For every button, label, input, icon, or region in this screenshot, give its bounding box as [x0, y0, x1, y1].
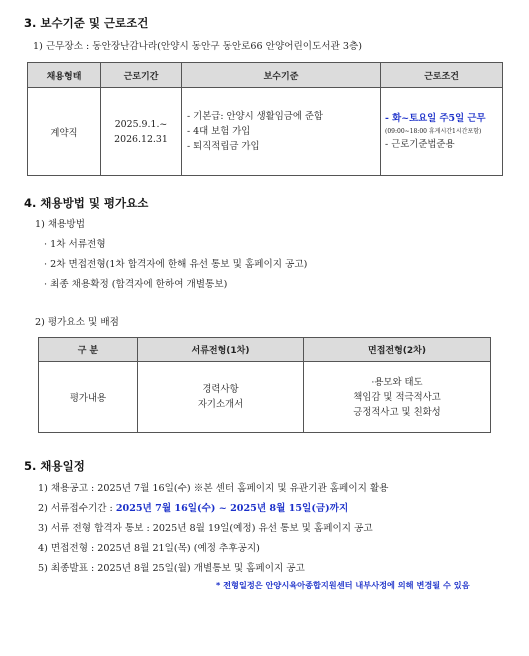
interview-item: 책임감 및 적극적사고: [353, 391, 441, 403]
work-days: - 화~토요일 주5일 근무: [385, 113, 486, 124]
period-start: 2025.9.1.~: [114, 118, 168, 130]
row-label: 평가내용: [69, 393, 107, 404]
section3-heading: 3. 보수기준 및 근로조건: [24, 16, 149, 30]
schedule-item: 3) 서류 전형 합격자 통보 : 2025년 8월 19일(예정) 유선 통보 및 홈페이지 공고: [38, 523, 373, 534]
schedule-footnote: * 전형일정은 안양시육아종합지원센터 내부사정에 의해 변경될 수 있음: [216, 580, 470, 590]
application-prefix: 2) 서류접수기간 :: [38, 503, 116, 514]
row-label-cell: [39, 362, 138, 433]
employment-type-cell: [28, 88, 101, 176]
schedule-item-application: [38, 500, 348, 514]
header-pay-standard: 보수기준: [182, 63, 381, 88]
section5-heading: 5. 채용일정: [24, 459, 85, 473]
header-work-conditions: 근로조건: [381, 63, 503, 88]
schedule-item: 5) 최종발표 : 2025년 8월 25일(월) 개별통보 및 홈페이지 공고: [38, 563, 305, 574]
evaluation-table: [38, 337, 491, 433]
employment-type: 계약직: [50, 127, 78, 139]
method-step: · 1차 서류전형: [44, 239, 106, 250]
work-hours: (09:00~18:00 휴게시간1시간포함): [385, 128, 482, 135]
pay-item: - 4대 보험 가입: [187, 126, 251, 137]
period-end: 2026.12.31: [114, 133, 168, 145]
header-work-period: 근로기간: [101, 63, 182, 88]
header-employment-type: 채용형태: [28, 63, 101, 88]
header-interview: 면접전형(2차): [304, 338, 491, 362]
document-items-cell: [138, 362, 304, 433]
work-period-cell: [101, 88, 182, 176]
schedule-item: 4) 면접전형 : 2025년 8월 21일(목) (예정 추후공지): [38, 543, 260, 554]
workplace-text: 1) 근무장소 : 동안장난감나라(안양시 동안구 동안로66 안양어린이도서관 3층): [33, 41, 362, 52]
header-document-screening: 서류전형(1차): [138, 338, 304, 362]
application-period: 2025년 7월 16일(수) ~ 2025년 8월 15일(금)까지: [115, 503, 349, 514]
schedule-item: 1) 채용공고 : 2025년 7월 16일(수) ※본 센터 홈페이지 및 유관기관 홈페이지 활용: [38, 483, 389, 494]
eval-title: 2) 평가요소 및 배점: [35, 317, 119, 328]
section4-heading: 4. 채용방법 및 평가요소: [24, 196, 149, 210]
document-item: 자기소개서: [197, 399, 244, 410]
header-category: 구 분: [39, 338, 138, 362]
pay-item: - 퇴직적립금 가입: [187, 141, 260, 152]
document-item: 경력사항: [202, 384, 239, 395]
conditions-cell: [381, 88, 503, 176]
interview-items-cell: [304, 362, 491, 433]
conditions-table: [27, 62, 503, 176]
interview-item: 긍정적사고 및 친화성: [353, 406, 441, 418]
method-title: 1) 채용방법: [35, 219, 85, 230]
method-step: · 최종 채용확정 (합격자에 한하여 개별통보): [44, 279, 228, 290]
interview-item: ·용모와 태도: [371, 376, 423, 388]
pay-cell: [182, 88, 381, 176]
work-law: - 근로기준법준용: [385, 139, 455, 150]
pay-item: - 기본급: 안양시 생활임금에 준함: [187, 111, 323, 122]
method-step: · 2차 면접전형(1차 합격자에 한해 유선 통보 및 홈페이지 공고): [44, 259, 308, 270]
